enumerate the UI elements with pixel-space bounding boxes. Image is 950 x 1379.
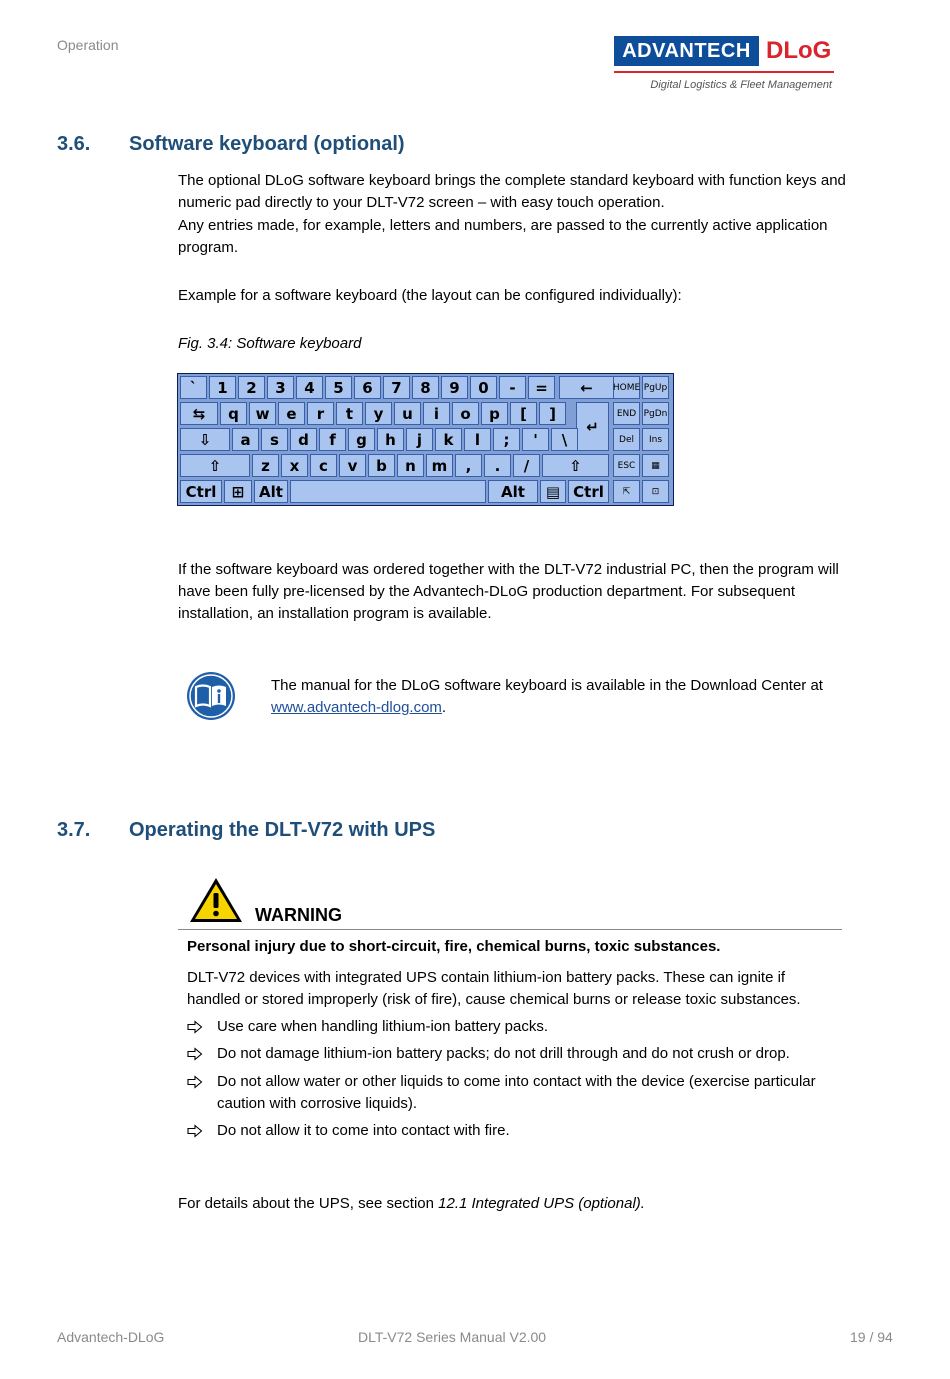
footer-left: Advantech-DLoG [57, 1329, 165, 1345]
keyboard-key: ⇩ [180, 428, 230, 451]
keyboard-key: r [307, 402, 334, 425]
bullet-item: Use care when handling lithium-ion battery packs. [217, 1018, 549, 1035]
keyboard-key: ` [180, 376, 207, 399]
keyboard-key: o [452, 402, 479, 425]
keyboard-key: 5 [325, 376, 352, 399]
keyboard-key: ▤ [540, 480, 566, 503]
keyboard-key: 7 [383, 376, 410, 399]
paragraph: The optional DLoG software keyboard brings the complete standard keyboard with function keys and numeric pad directly to your DLT-V72 screen – with easy touch operation. [178, 172, 846, 211]
keyboard-key: p [481, 402, 508, 425]
section-number: 3.7. [57, 819, 91, 841]
keyboard-key: 9 [441, 376, 468, 399]
keyboard-key: b [368, 454, 395, 477]
keyboard-key: c [310, 454, 337, 477]
keyboard-key: ⊞ [224, 480, 252, 503]
advantech-dlog-logo [614, 36, 836, 98]
keyboard-key: d [290, 428, 317, 451]
keyboard-key: ⇱ [613, 480, 640, 503]
keyboard-key: 2 [238, 376, 265, 399]
keyboard-key: ← [559, 376, 614, 399]
keyboard-key: t [336, 402, 363, 425]
keyboard-key: n [397, 454, 424, 477]
warning-heading: Personal injury due to short-circuit, fire, chemical burns, toxic substances. [187, 938, 721, 955]
section-reference: 12.1 Integrated UPS (optional). [438, 1195, 645, 1212]
logo-brand: ADVANTECH [614, 36, 759, 66]
keyboard-key: END [613, 402, 640, 425]
warning-triangle-icon [188, 876, 244, 924]
bullet-item: Do not allow water or other liquids to come into contact with the device (exercise particular caution with corrosive liquids). [217, 1073, 816, 1112]
keyboard-key: 1 [209, 376, 236, 399]
section-title: Software keyboard (optional) [129, 133, 405, 155]
keyboard-key: 3 [267, 376, 294, 399]
paragraph: Example for a software keyboard (the layout can be configured individually): [178, 287, 682, 304]
note-text: The manual for the DLoG software keyboard is available in the Download Center at www.advantech-dlog.com. [271, 677, 823, 716]
keyboard-key: PgUp [642, 376, 669, 399]
keyboard-key: , [455, 454, 482, 477]
keyboard-key: i [423, 402, 450, 425]
keyboard-key: / [513, 454, 540, 477]
keyboard-key: Ins [642, 428, 669, 451]
footer-center: DLT-V72 Series Manual V2.00 [358, 1329, 547, 1345]
keyboard-key: a [232, 428, 259, 451]
keyboard-key: ESC [613, 454, 640, 477]
divider [178, 929, 842, 930]
keyboard-key: ] [539, 402, 566, 425]
keyboard-key: g [348, 428, 375, 451]
details-paragraph: For details about the UPS, see section 12.1 Integrated UPS (optional). [178, 1195, 645, 1212]
info-manual-icon [186, 671, 236, 721]
keyboard-key: 8 [412, 376, 439, 399]
keyboard-key: PgDn [642, 402, 669, 425]
page-number: 19 / 94 [850, 1329, 893, 1345]
keyboard-key: q [220, 402, 247, 425]
keyboard-key: s [261, 428, 288, 451]
keyboard-key: [ [510, 402, 537, 425]
keyboard-key: ; [493, 428, 520, 451]
keyboard-key: z [252, 454, 279, 477]
bullet-item: Do not allow it to come into contact with fire. [217, 1122, 510, 1139]
logo-underline [614, 71, 834, 73]
keyboard-key: . [484, 454, 511, 477]
keyboard-key: ⊡ [642, 480, 669, 503]
keyboard-key: k [435, 428, 462, 451]
keyboard-key: y [365, 402, 392, 425]
keyboard-key: HOME [613, 376, 640, 399]
keyboard-key: Ctrl [180, 480, 222, 503]
keyboard-key: ⇧ [542, 454, 609, 477]
keyboard-key: ⇆ [180, 402, 218, 425]
paragraph: Any entries made, for example, letters and numbers, are passed to the currently active application program. [178, 217, 828, 256]
header-section-label: Operation [57, 37, 119, 53]
arrow-right-icon [187, 1075, 203, 1089]
keyboard-key: Del [613, 428, 640, 451]
keyboard-key: h [377, 428, 404, 451]
keyboard-key: = [528, 376, 555, 399]
keyboard-key: ⇧ [180, 454, 250, 477]
paragraph: If the software keyboard was ordered together with the DLT-V72 industrial PC, then the program will have been fully pre-licensed by the Advantech-DLoG production department. For subsequent installation, an installation program is available. [178, 561, 839, 622]
warning-title: WARNING [255, 905, 342, 925]
keyboard-key: ↵ [576, 402, 609, 451]
keyboard-key: x [281, 454, 308, 477]
section-title: Operating the DLT-V72 with UPS [129, 819, 436, 841]
keyboard-key: Alt [488, 480, 538, 503]
keyboard-key: e [278, 402, 305, 425]
section-number: 3.6. [57, 133, 91, 155]
warning-body: DLT-V72 devices with integrated UPS contain lithium-ion battery packs. These can ignite if handled or stored improperly (risk of fire), cause chemical burns or release toxic substances. [187, 969, 801, 1008]
keyboard-key: m [426, 454, 453, 477]
arrow-right-icon [187, 1047, 203, 1061]
software-keyboard-figure [177, 373, 674, 506]
keyboard-key: w [249, 402, 276, 425]
download-center-link[interactable]: www.advantech-dlog.com [271, 699, 442, 716]
figure-caption: Fig. 3.4: Software keyboard [178, 335, 362, 352]
keyboard-key: \ [551, 428, 578, 451]
keyboard-key: Alt [254, 480, 288, 503]
keyboard-key: 4 [296, 376, 323, 399]
logo-dlog: DLoG [766, 37, 832, 64]
keyboard-key: - [499, 376, 526, 399]
keyboard-key: j [406, 428, 433, 451]
keyboard-key: ' [522, 428, 549, 451]
keyboard-key: v [339, 454, 366, 477]
keyboard-key: 0 [470, 376, 497, 399]
keyboard-key: l [464, 428, 491, 451]
bullet-item: Do not damage lithium-ion battery packs; do not drill through and do not crush or drop. [217, 1045, 790, 1062]
keyboard-spacebar [290, 480, 486, 503]
logo-tagline: Digital Logistics & Fleet Management [650, 79, 832, 91]
keyboard-key: 6 [354, 376, 381, 399]
keyboard-key: Ctrl [568, 480, 609, 503]
keyboard-key: f [319, 428, 346, 451]
arrow-right-icon [187, 1020, 203, 1034]
keyboard-key: ▦ [642, 454, 669, 477]
arrow-right-icon [187, 1124, 203, 1138]
keyboard-key: u [394, 402, 421, 425]
